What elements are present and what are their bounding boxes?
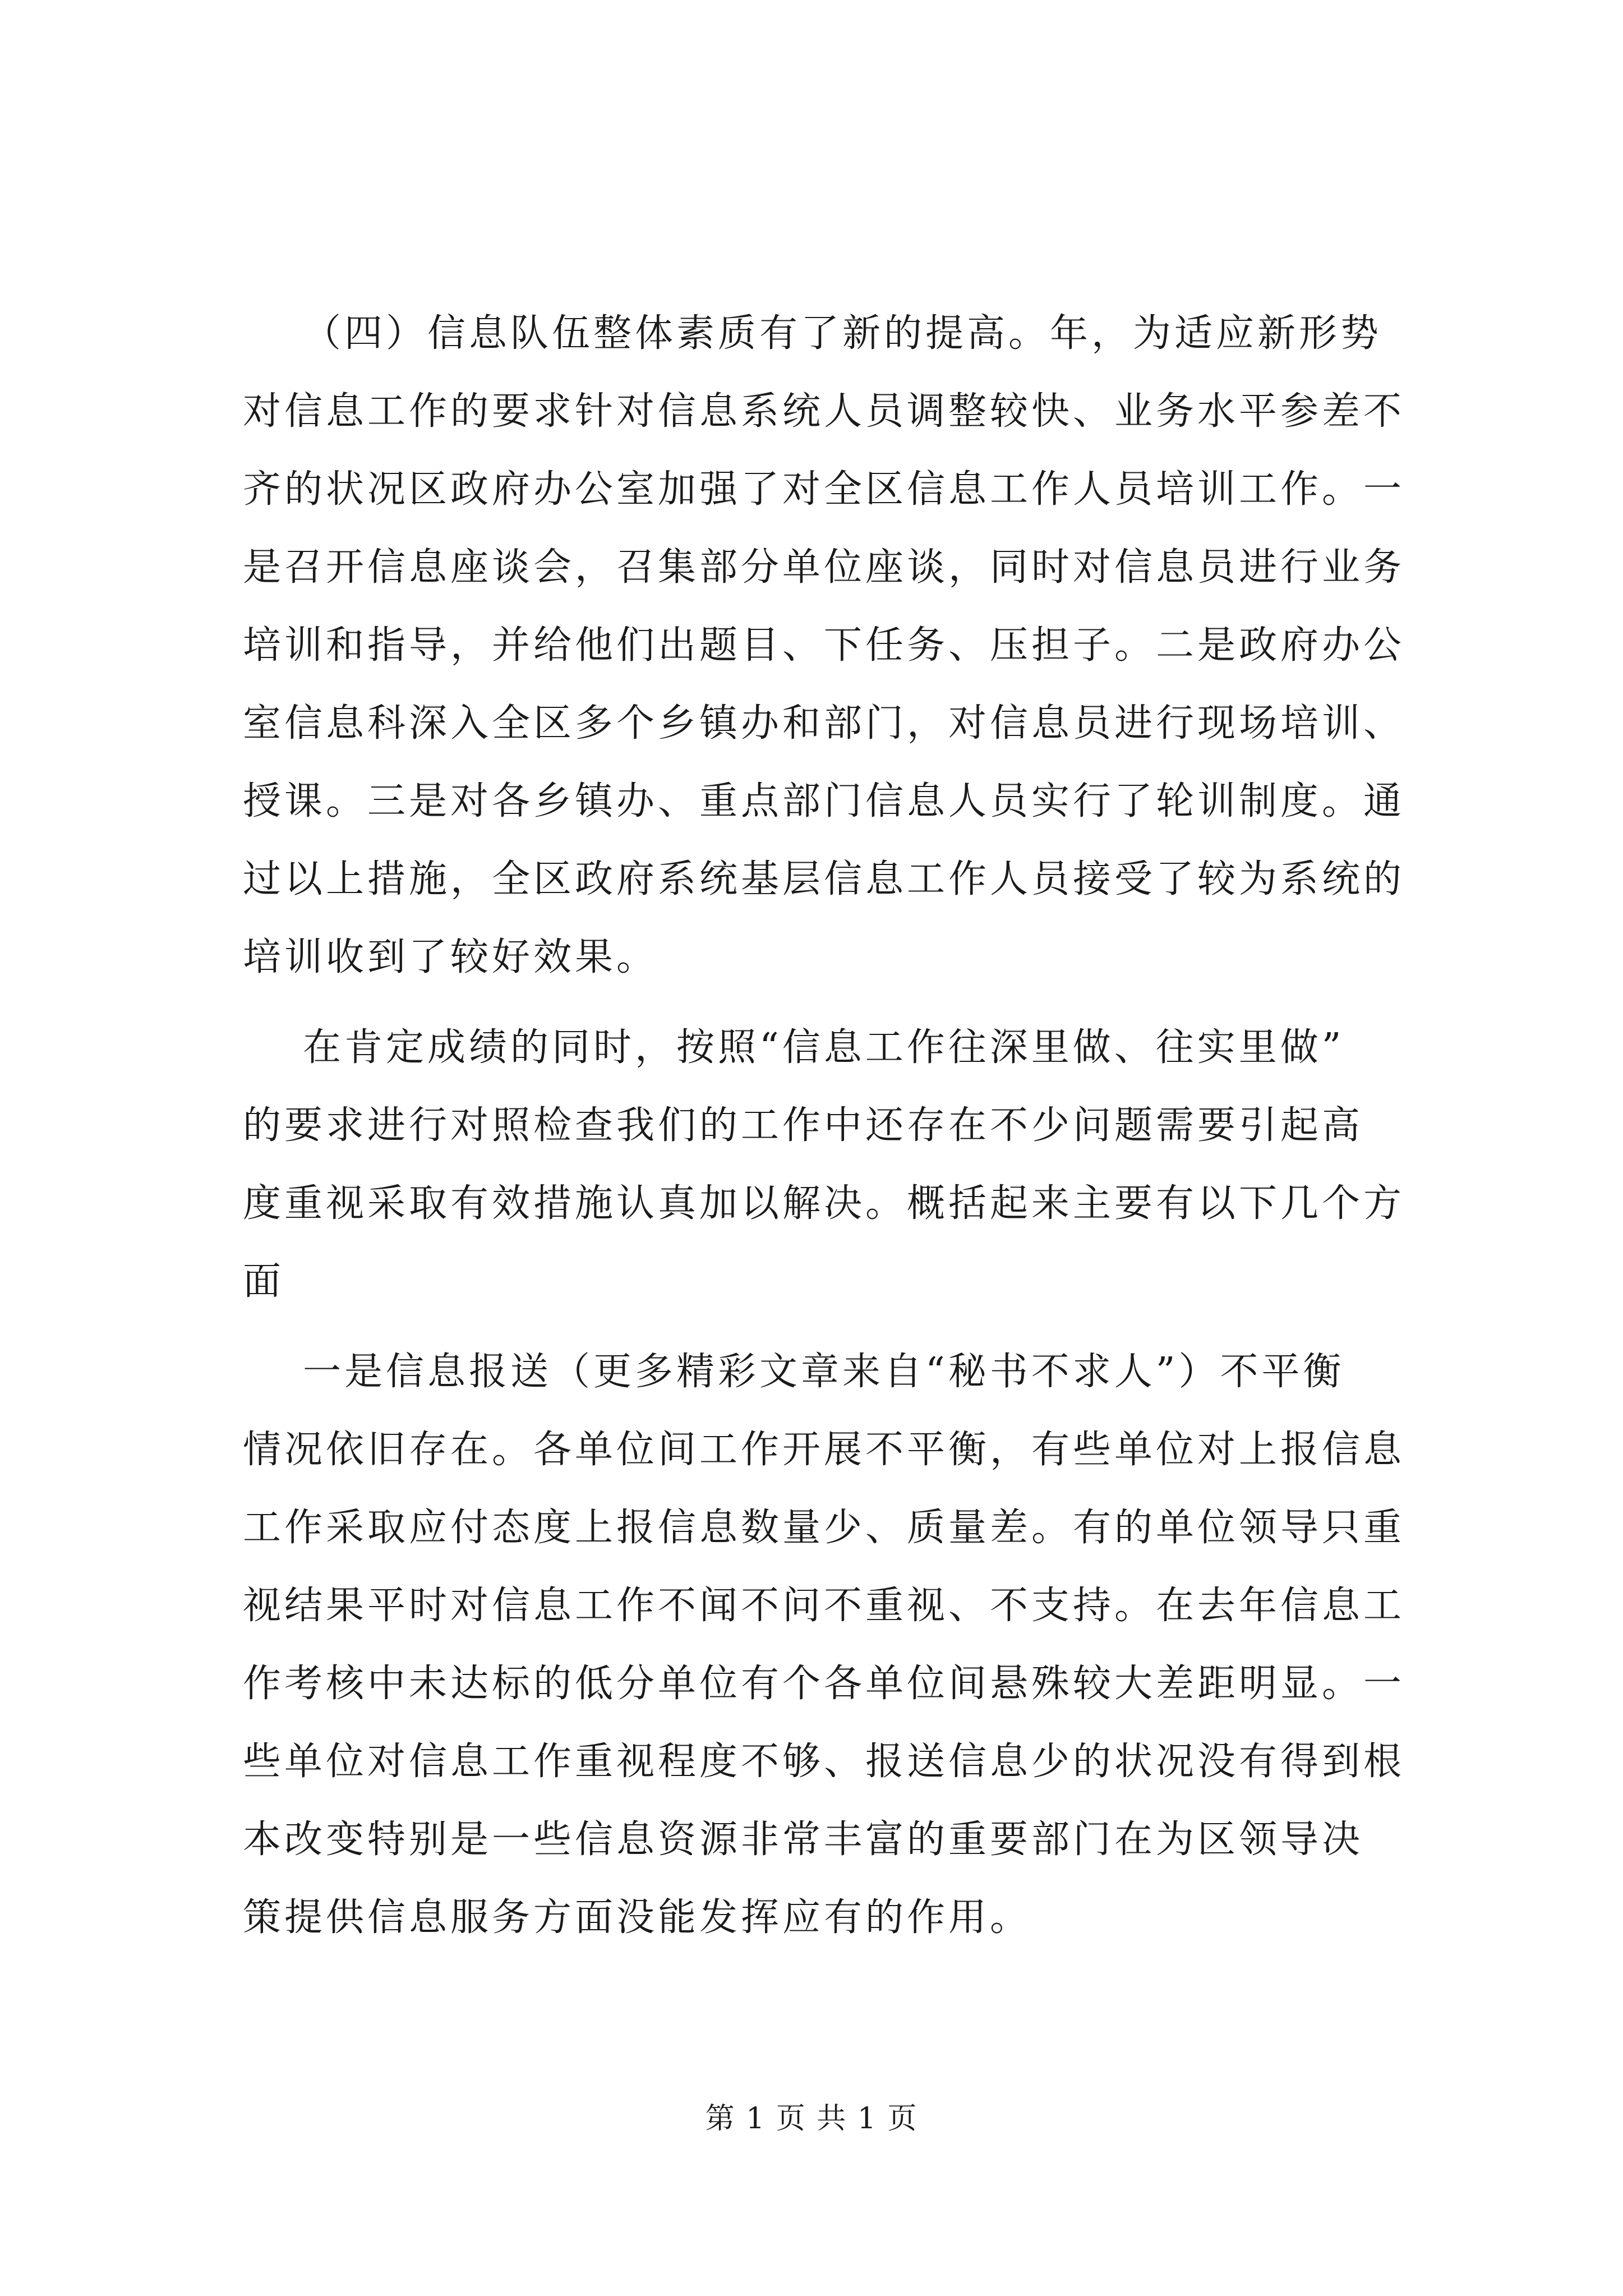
text-line: 情况依旧存在。各单位间工作开展不平衡，有些单位对上报信息: [243, 1428, 1405, 1472]
text-line: 是召开信息座谈会，召集部分单位座谈，同时对信息员进行业务: [243, 545, 1405, 590]
text-line: 些单位对信息工作重视程度不够、报送信息少的状况没有得到根: [243, 1740, 1405, 1784]
text-line: 度重视采取有效措施认真加以解决。概括起来主要有以下几个方: [243, 1181, 1405, 1226]
text-line: 一是信息报送（更多精彩文章来自“秘书不求人”）不平衡: [303, 1350, 1345, 1394]
text-line: 工作采取应付态度上报信息数量少、质量差。有的单位领导只重: [243, 1506, 1405, 1550]
text-line: 授课。三是对各乡镇办、重点部门信息人员实行了轮训制度。通: [243, 779, 1405, 823]
text-line: 本改变特别是一些信息资源非常丰富的重要部门在为区领导决: [243, 1818, 1364, 1862]
text-line: 策提供信息服务方面没能发挥应有的作用。: [243, 1895, 1032, 1940]
text-line: （四）信息队伍整体素质有了新的提高。年，为适应新形势: [303, 311, 1382, 356]
text-line: 的要求进行对照检查我们的工作中还存在不少问题需要引起高: [243, 1103, 1364, 1148]
text-line: 面: [243, 1259, 285, 1304]
page-number-footer: 第 1 页 共 1 页: [705, 2102, 918, 2136]
text-line: 室信息科深入全区多个乡镇办和部门，对信息员进行现场培训、: [243, 701, 1405, 746]
text-line: 对信息工作的要求针对信息系统人员调整较快、业务水平参差不: [243, 389, 1405, 434]
text-line: 培训收到了较好效果。: [243, 935, 658, 979]
text-line: 齐的状况区政府办公室加强了对全区信息工作人员培训工作。一: [243, 467, 1405, 512]
text-line: 作考核中未达标的低分单位有个各单位间悬殊较大差距明显。一: [243, 1662, 1405, 1706]
text-line: 在肯定成绩的同时，按照“信息工作往深里做、往实里做”: [303, 1025, 1345, 1070]
text-line: 视结果平时对信息工作不闻不问不重视、不支持。在去年信息工: [243, 1584, 1405, 1628]
text-line: 过以上措施，全区政府系统基层信息工作人员接受了较为系统的: [243, 857, 1405, 901]
text-line: 培训和指导，并给他们出题目、下任务、压担子。二是政府办公: [243, 623, 1405, 668]
